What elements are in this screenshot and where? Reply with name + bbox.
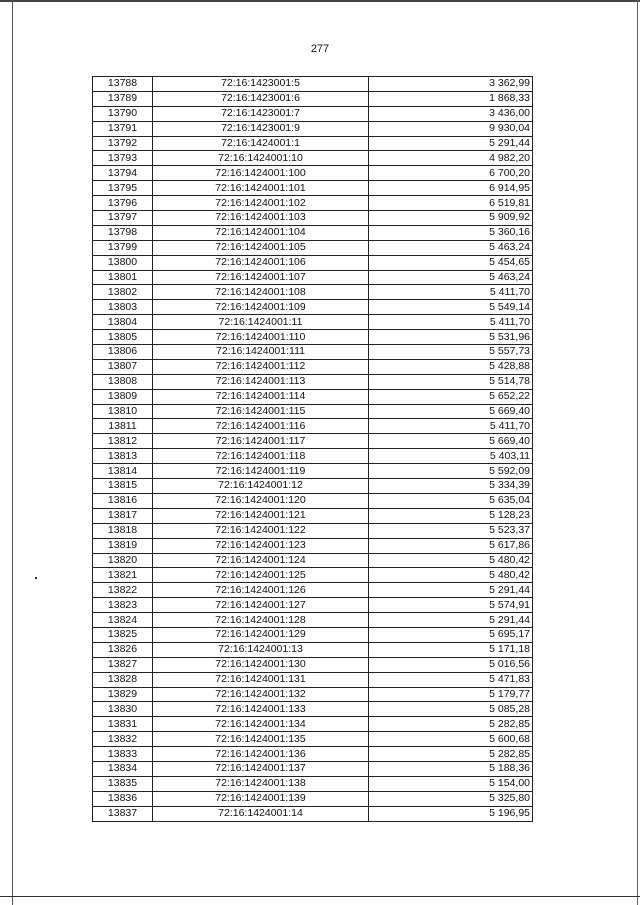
row-number-cell: 13829 bbox=[93, 687, 153, 702]
table-row bbox=[93, 538, 533, 553]
area-value-cell: 5 463,24 bbox=[369, 270, 533, 285]
cadastral-number-cell: 72:16:1424001:13 bbox=[153, 642, 369, 657]
table-row bbox=[93, 761, 533, 776]
row-number-cell: 13806 bbox=[93, 345, 153, 360]
area-value-cell: 5 411,70 bbox=[369, 285, 533, 300]
table-row bbox=[93, 508, 533, 523]
area-value-cell: 5 652,22 bbox=[369, 389, 533, 404]
row-number-cell: 13812 bbox=[93, 434, 153, 449]
area-value-cell: 5 480,42 bbox=[369, 553, 533, 568]
parcel-table bbox=[92, 76, 533, 822]
row-number-cell: 13794 bbox=[93, 166, 153, 181]
table-row bbox=[93, 672, 533, 687]
area-value-cell: 5 291,44 bbox=[369, 583, 533, 598]
table-row bbox=[93, 687, 533, 702]
table-row bbox=[93, 345, 533, 360]
table-row bbox=[93, 717, 533, 732]
parcel-table-body bbox=[93, 77, 533, 822]
cadastral-number-cell: 72:16:1424001:139 bbox=[153, 791, 369, 806]
area-value-cell: 5 188,36 bbox=[369, 761, 533, 776]
area-value-cell: 5 480,42 bbox=[369, 568, 533, 583]
cadastral-number-cell: 72:16:1423001:7 bbox=[153, 106, 369, 121]
row-number-cell: 13810 bbox=[93, 404, 153, 419]
scan-speck bbox=[35, 577, 37, 579]
cadastral-number-cell: 72:16:1424001:129 bbox=[153, 627, 369, 642]
table-row bbox=[93, 493, 533, 508]
cadastral-number-cell: 72:16:1424001:1 bbox=[153, 136, 369, 151]
row-number-cell: 13821 bbox=[93, 568, 153, 583]
area-value-cell: 5 617,86 bbox=[369, 538, 533, 553]
area-value-cell: 5 196,95 bbox=[369, 806, 533, 821]
table-row bbox=[93, 776, 533, 791]
row-number-cell: 13817 bbox=[93, 508, 153, 523]
cadastral-number-cell: 72:16:1424001:138 bbox=[153, 776, 369, 791]
cadastral-number-cell: 72:16:1424001:103 bbox=[153, 211, 369, 226]
cadastral-number-cell: 72:16:1424001:131 bbox=[153, 672, 369, 687]
cadastral-number-cell: 72:16:1424001:126 bbox=[153, 583, 369, 598]
cadastral-number-cell: 72:16:1424001:135 bbox=[153, 732, 369, 747]
row-number-cell: 13791 bbox=[93, 121, 153, 136]
area-value-cell: 5 171,18 bbox=[369, 642, 533, 657]
page-number: 277 bbox=[310, 43, 330, 55]
cadastral-number-cell: 72:16:1424001:134 bbox=[153, 717, 369, 732]
row-number-cell: 13813 bbox=[93, 449, 153, 464]
area-value-cell: 5 909,92 bbox=[369, 211, 533, 226]
cadastral-number-cell: 72:16:1424001:132 bbox=[153, 687, 369, 702]
area-value-cell: 5 360,16 bbox=[369, 225, 533, 240]
cadastral-number-cell: 72:16:1424001:137 bbox=[153, 761, 369, 776]
row-number-cell: 13837 bbox=[93, 806, 153, 821]
row-number-cell: 13822 bbox=[93, 583, 153, 598]
area-value-cell: 5 635,04 bbox=[369, 493, 533, 508]
table-row bbox=[93, 270, 533, 285]
table-row bbox=[93, 702, 533, 717]
area-value-cell: 6 700,20 bbox=[369, 166, 533, 181]
table-row bbox=[93, 166, 533, 181]
table-row bbox=[93, 136, 533, 151]
scan-left-edge bbox=[12, 0, 13, 905]
table-row bbox=[93, 211, 533, 226]
table-row bbox=[93, 791, 533, 806]
row-number-cell: 13800 bbox=[93, 255, 153, 270]
table-row bbox=[93, 642, 533, 657]
area-value-cell: 5 411,70 bbox=[369, 315, 533, 330]
row-number-cell: 13836 bbox=[93, 791, 153, 806]
table-row bbox=[93, 181, 533, 196]
cadastral-number-cell: 72:16:1424001:121 bbox=[153, 508, 369, 523]
table-row bbox=[93, 404, 533, 419]
area-value-cell: 5 282,85 bbox=[369, 747, 533, 762]
area-value-cell: 5 291,44 bbox=[369, 613, 533, 628]
area-value-cell: 5 325,80 bbox=[369, 791, 533, 806]
table-row bbox=[93, 240, 533, 255]
area-value-cell: 5 179,77 bbox=[369, 687, 533, 702]
area-value-cell: 5 128,23 bbox=[369, 508, 533, 523]
cadastral-number-cell: 72:16:1424001:107 bbox=[153, 270, 369, 285]
cadastral-number-cell: 72:16:1424001:113 bbox=[153, 374, 369, 389]
table-row bbox=[93, 657, 533, 672]
row-number-cell: 13815 bbox=[93, 479, 153, 494]
table-row bbox=[93, 151, 533, 166]
table-row bbox=[93, 374, 533, 389]
row-number-cell: 13834 bbox=[93, 761, 153, 776]
table-row bbox=[93, 627, 533, 642]
row-number-cell: 13792 bbox=[93, 136, 153, 151]
row-number-cell: 13789 bbox=[93, 91, 153, 106]
area-value-cell: 5 471,83 bbox=[369, 672, 533, 687]
table-row bbox=[93, 434, 533, 449]
cadastral-number-cell: 72:16:1424001:104 bbox=[153, 225, 369, 240]
cadastral-number-cell: 72:16:1424001:10 bbox=[153, 151, 369, 166]
area-value-cell: 5 463,24 bbox=[369, 240, 533, 255]
row-number-cell: 13823 bbox=[93, 598, 153, 613]
table-row bbox=[93, 91, 533, 106]
cadastral-number-cell: 72:16:1424001:123 bbox=[153, 538, 369, 553]
area-value-cell: 5 669,40 bbox=[369, 434, 533, 449]
table-row bbox=[93, 330, 533, 345]
row-number-cell: 13835 bbox=[93, 776, 153, 791]
row-number-cell: 13788 bbox=[93, 77, 153, 92]
cadastral-number-cell: 72:16:1424001:133 bbox=[153, 702, 369, 717]
row-number-cell: 13832 bbox=[93, 732, 153, 747]
area-value-cell: 5 154,00 bbox=[369, 776, 533, 791]
table-row bbox=[93, 568, 533, 583]
table-row bbox=[93, 479, 533, 494]
table-row bbox=[93, 747, 533, 762]
row-number-cell: 13795 bbox=[93, 181, 153, 196]
area-value-cell: 1 868,33 bbox=[369, 91, 533, 106]
cadastral-number-cell: 72:16:1424001:112 bbox=[153, 359, 369, 374]
area-value-cell: 5 592,09 bbox=[369, 464, 533, 479]
table-row bbox=[93, 523, 533, 538]
row-number-cell: 13824 bbox=[93, 613, 153, 628]
cadastral-number-cell: 72:16:1424001:12 bbox=[153, 479, 369, 494]
area-value-cell: 5 403,11 bbox=[369, 449, 533, 464]
table-row bbox=[93, 300, 533, 315]
row-number-cell: 13811 bbox=[93, 419, 153, 434]
cadastral-number-cell: 72:16:1424001:14 bbox=[153, 806, 369, 821]
cadastral-number-cell: 72:16:1423001:6 bbox=[153, 91, 369, 106]
area-value-cell: 5 411,70 bbox=[369, 419, 533, 434]
cadastral-number-cell: 72:16:1424001:124 bbox=[153, 553, 369, 568]
row-number-cell: 13809 bbox=[93, 389, 153, 404]
row-number-cell: 13818 bbox=[93, 523, 153, 538]
area-value-cell: 5 334,39 bbox=[369, 479, 533, 494]
cadastral-number-cell: 72:16:1424001:128 bbox=[153, 613, 369, 628]
area-value-cell: 5 291,44 bbox=[369, 136, 533, 151]
cadastral-number-cell: 72:16:1424001:108 bbox=[153, 285, 369, 300]
area-value-cell: 4 982,20 bbox=[369, 151, 533, 166]
cadastral-number-cell: 72:16:1424001:11 bbox=[153, 315, 369, 330]
area-value-cell: 5 531,96 bbox=[369, 330, 533, 345]
cadastral-number-cell: 72:16:1424001:136 bbox=[153, 747, 369, 762]
cadastral-number-cell: 72:16:1424001:120 bbox=[153, 493, 369, 508]
row-number-cell: 13799 bbox=[93, 240, 153, 255]
area-value-cell: 6 519,81 bbox=[369, 196, 533, 211]
row-number-cell: 13816 bbox=[93, 493, 153, 508]
table-row bbox=[93, 732, 533, 747]
area-value-cell: 9 930,04 bbox=[369, 121, 533, 136]
cadastral-number-cell: 72:16:1424001:119 bbox=[153, 464, 369, 479]
row-number-cell: 13827 bbox=[93, 657, 153, 672]
row-number-cell: 13793 bbox=[93, 151, 153, 166]
table-row bbox=[93, 464, 533, 479]
row-number-cell: 13796 bbox=[93, 196, 153, 211]
scan-bottom-edge bbox=[0, 896, 640, 897]
row-number-cell: 13831 bbox=[93, 717, 153, 732]
table-row bbox=[93, 77, 533, 92]
cadastral-number-cell: 72:16:1424001:109 bbox=[153, 300, 369, 315]
row-number-cell: 13828 bbox=[93, 672, 153, 687]
area-value-cell: 5 695,17 bbox=[369, 627, 533, 642]
cadastral-number-cell: 72:16:1424001:125 bbox=[153, 568, 369, 583]
area-value-cell: 5 557,73 bbox=[369, 345, 533, 360]
table-row bbox=[93, 449, 533, 464]
table-row bbox=[93, 598, 533, 613]
table-row bbox=[93, 419, 533, 434]
cadastral-number-cell: 72:16:1424001:122 bbox=[153, 523, 369, 538]
table-row bbox=[93, 389, 533, 404]
table-row bbox=[93, 225, 533, 240]
scan-right-edge bbox=[637, 0, 638, 905]
area-value-cell: 5 282,85 bbox=[369, 717, 533, 732]
row-number-cell: 13833 bbox=[93, 747, 153, 762]
area-value-cell: 5 514,78 bbox=[369, 374, 533, 389]
row-number-cell: 13797 bbox=[93, 211, 153, 226]
row-number-cell: 13803 bbox=[93, 300, 153, 315]
row-number-cell: 13826 bbox=[93, 642, 153, 657]
row-number-cell: 13820 bbox=[93, 553, 153, 568]
area-value-cell: 5 600,68 bbox=[369, 732, 533, 747]
cadastral-number-cell: 72:16:1424001:100 bbox=[153, 166, 369, 181]
row-number-cell: 13805 bbox=[93, 330, 153, 345]
scan-top-edge bbox=[0, 0, 640, 2]
row-number-cell: 13798 bbox=[93, 225, 153, 240]
cadastral-number-cell: 72:16:1424001:114 bbox=[153, 389, 369, 404]
row-number-cell: 13802 bbox=[93, 285, 153, 300]
row-number-cell: 13790 bbox=[93, 106, 153, 121]
area-value-cell: 3 436,00 bbox=[369, 106, 533, 121]
area-value-cell: 5 549,14 bbox=[369, 300, 533, 315]
table-row bbox=[93, 553, 533, 568]
row-number-cell: 13814 bbox=[93, 464, 153, 479]
cadastral-number-cell: 72:16:1424001:105 bbox=[153, 240, 369, 255]
cadastral-number-cell: 72:16:1424001:130 bbox=[153, 657, 369, 672]
cadastral-number-cell: 72:16:1423001:9 bbox=[153, 121, 369, 136]
area-value-cell: 5 574,91 bbox=[369, 598, 533, 613]
table-row bbox=[93, 315, 533, 330]
cadastral-number-cell: 72:16:1424001:115 bbox=[153, 404, 369, 419]
table-row bbox=[93, 613, 533, 628]
table-row bbox=[93, 106, 533, 121]
row-number-cell: 13808 bbox=[93, 374, 153, 389]
cadastral-number-cell: 72:16:1424001:111 bbox=[153, 345, 369, 360]
cadastral-number-cell: 72:16:1424001:117 bbox=[153, 434, 369, 449]
row-number-cell: 13804 bbox=[93, 315, 153, 330]
cadastral-number-cell: 72:16:1424001:118 bbox=[153, 449, 369, 464]
cadastral-number-cell: 72:16:1424001:106 bbox=[153, 255, 369, 270]
table-row bbox=[93, 806, 533, 821]
area-value-cell: 5 016,56 bbox=[369, 657, 533, 672]
area-value-cell: 3 362,99 bbox=[369, 77, 533, 92]
cadastral-number-cell: 72:16:1424001:116 bbox=[153, 419, 369, 434]
row-number-cell: 13819 bbox=[93, 538, 153, 553]
table-row bbox=[93, 196, 533, 211]
cadastral-number-cell: 72:16:1424001:110 bbox=[153, 330, 369, 345]
row-number-cell: 13807 bbox=[93, 359, 153, 374]
cadastral-number-cell: 72:16:1424001:102 bbox=[153, 196, 369, 211]
table-row bbox=[93, 121, 533, 136]
row-number-cell: 13830 bbox=[93, 702, 153, 717]
cadastral-number-cell: 72:16:1424001:101 bbox=[153, 181, 369, 196]
cadastral-number-cell: 72:16:1423001:5 bbox=[153, 77, 369, 92]
area-value-cell: 5 454,65 bbox=[369, 255, 533, 270]
area-value-cell: 5 523,37 bbox=[369, 523, 533, 538]
table-row bbox=[93, 285, 533, 300]
row-number-cell: 13801 bbox=[93, 270, 153, 285]
cadastral-number-cell: 72:16:1424001:127 bbox=[153, 598, 369, 613]
table-row bbox=[93, 583, 533, 598]
table-row bbox=[93, 359, 533, 374]
area-value-cell: 5 085,28 bbox=[369, 702, 533, 717]
table-row bbox=[93, 255, 533, 270]
area-value-cell: 6 914,95 bbox=[369, 181, 533, 196]
row-number-cell: 13825 bbox=[93, 627, 153, 642]
area-value-cell: 5 669,40 bbox=[369, 404, 533, 419]
area-value-cell: 5 428,88 bbox=[369, 359, 533, 374]
